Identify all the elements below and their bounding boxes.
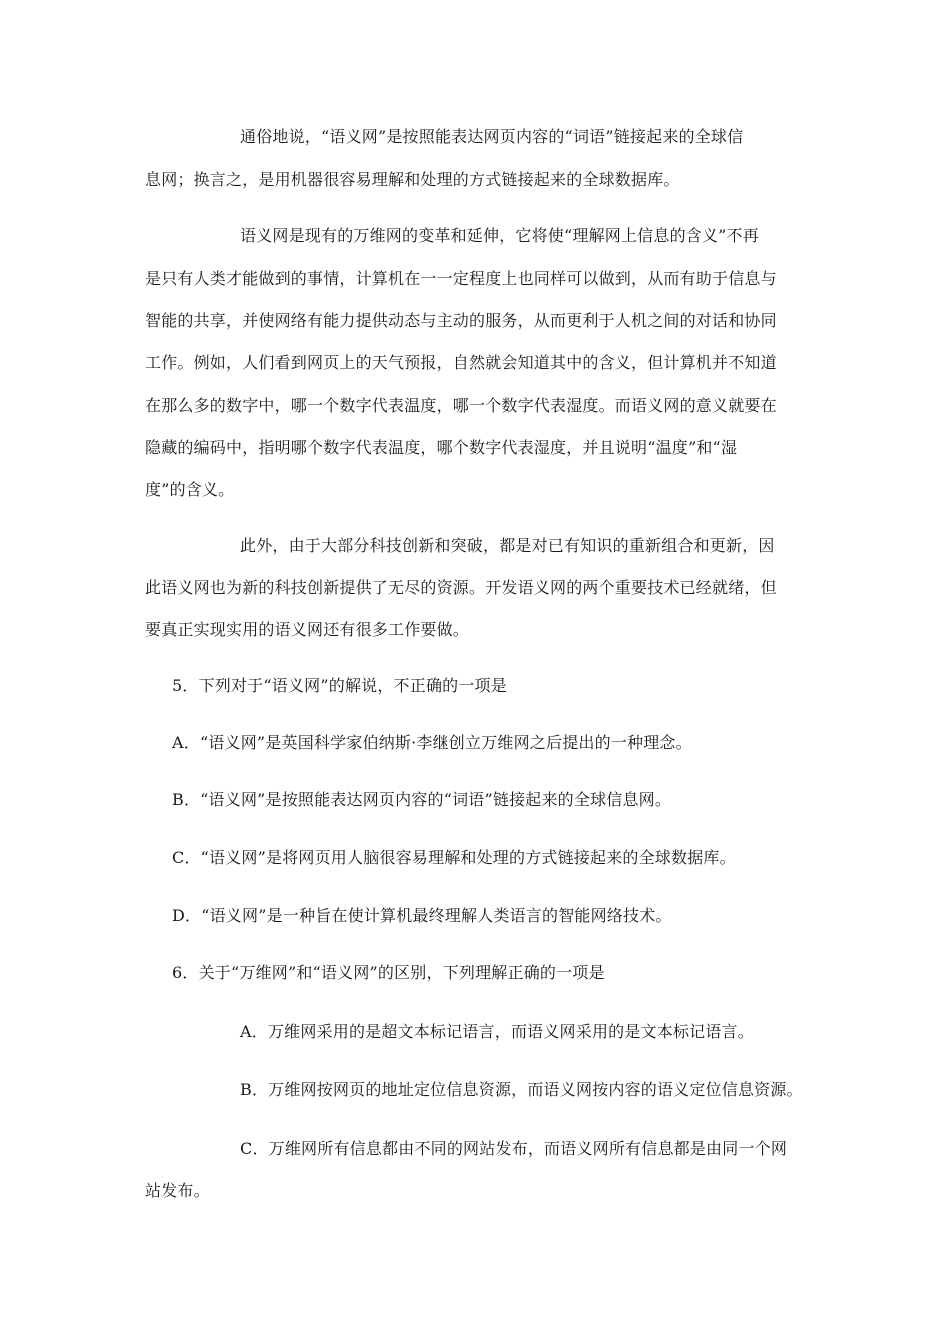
- question-6-option-c-line-1: C．万维网所有信息都由不同的网站发布，而语义网所有信息都是由同一个网: [240, 1139, 788, 1158]
- paragraph-3-line-2: 此语义网也为新的科技创新提供了无尽的资源。开发语义网的两个重要技术已经就绪，但: [145, 578, 777, 597]
- question-6-stem: 6．关于“万维网”和“语义网”的区别，下列理解正确的一项是: [172, 963, 605, 982]
- paragraph-1-line-1: 通俗地说，“语义网”是按照能表达网页内容的“词语”链接起来的全球信: [240, 127, 744, 146]
- question-5-option-b: B．“语义网”是按照能表达网页内容的“词语”链接起来的全球信息网。: [172, 790, 672, 809]
- paragraph-2-line-6: 隐藏的编码中，指明哪个数字代表温度，哪个数字代表湿度，并且说明“温度”和“湿: [145, 438, 738, 457]
- question-5-stem: 5．下列对于“语义网”的解说，不正确的一项是: [172, 676, 507, 695]
- question-6-option-a: A．万维网采用的是超文本标记语言，而语义网采用的是文本标记语言。: [240, 1022, 754, 1041]
- paragraph-1-line-2: 息网；换言之，是用机器很容易理解和处理的方式链接起来的全球数据库。: [145, 170, 680, 189]
- question-6-option-b: B．万维网按网页的地址定位信息资源，而语义网按内容的语义定位信息资源。: [240, 1080, 803, 1099]
- paragraph-2-line-3: 智能的共享，并使网络有能力提供动态与主动的服务，从而更利于人机之间的对话和协同: [145, 311, 777, 330]
- paragraph-3-line-3: 要真正实现实用的语义网还有很多工作要做。: [145, 620, 470, 639]
- paragraph-2-line-7: 度”的含义。: [145, 480, 235, 499]
- paragraph-2-line-2: 是只有人类才能做到的事情，计算机在一一定程度上也同样可以做到，从而有助于信息与: [145, 269, 777, 288]
- question-6-option-c-line-2: 站发布。: [145, 1181, 210, 1200]
- paragraph-2-line-1: 语义网是现有的万维网的变革和延伸，它将使“理解网上信息的含义”不再: [240, 226, 759, 245]
- question-5-option-c: C．“语义网”是将网页用人脑很容易理解和处理的方式链接起来的全球数据库。: [172, 848, 736, 867]
- paragraph-2-line-4: 工作。例如，人们看到网页上的天气预报，自然就会知道其中的含义，但计算机并不知道: [145, 353, 777, 372]
- question-5-option-d: D．“语义网”是一种旨在使计算机最终理解人类语言的智能网络技术。: [172, 906, 672, 925]
- paragraph-3-line-1: 此外，由于大部分科技创新和突破，都是对已有知识的重新组合和更新，因: [240, 536, 775, 555]
- paragraph-2-line-5: 在那么多的数字中，哪一个数字代表温度，哪一个数字代表湿度。而语义网的意义就要在: [145, 396, 777, 415]
- question-5-option-a: A．“语义网”是英国科学家伯纳斯·李继创立万维网之后提出的一种理念。: [172, 733, 692, 752]
